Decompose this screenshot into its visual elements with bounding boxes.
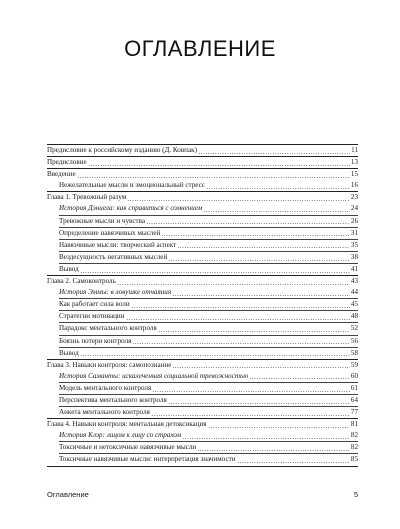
toc-entry[interactable]: [47, 157, 358, 168]
toc-entry-page: 44: [350, 288, 358, 297]
toc-entry-page: 35: [350, 240, 358, 249]
toc-entry-page: 16: [350, 181, 358, 190]
page-number: 5: [353, 490, 358, 499]
toc-entry-title: Анкета ментального контроля: [59, 408, 150, 417]
toc-entry-title: Навязчивые мысли: творческий аспект: [59, 240, 177, 249]
toc-entry-title: Парадокс ментального контроля: [59, 324, 157, 333]
dot-leader: [152, 391, 350, 392]
dot-leader: [198, 153, 350, 154]
toc-subentry[interactable]: [47, 252, 358, 263]
toc-entry-title: История Клэр: лицом к лицу со страхом: [59, 431, 182, 440]
toc-subentry[interactable]: [47, 287, 358, 298]
toc-section: [47, 418, 358, 466]
page-title: ОГЛАВЛЕНИЕ: [124, 36, 276, 61]
toc-subentry[interactable]: [47, 430, 358, 441]
dot-leader: [158, 331, 350, 332]
toc-section: [47, 156, 358, 168]
toc-section: [47, 275, 358, 359]
toc-entry-page: 26: [350, 216, 358, 225]
toc-entry-title: История Эммы: в ловушке отчаяния: [59, 288, 172, 297]
toc-entry-page: 13: [350, 158, 358, 167]
toc-entry[interactable]: [47, 192, 358, 203]
toc-entry-page: 59: [350, 360, 358, 369]
toc-entry-page: 31: [350, 228, 358, 237]
dot-leader: [131, 307, 350, 308]
toc-entry-page: 61: [350, 383, 358, 392]
dot-leader: [197, 450, 350, 451]
toc-entry-page: 58: [350, 348, 358, 357]
toc-entry-title: Стратегии мотивации: [59, 312, 125, 321]
toc-entry-title: Глава 2. Самоконтроль: [47, 277, 116, 286]
dot-leader: [146, 223, 350, 224]
dot-leader: [117, 284, 350, 285]
toc-entry-title: Предисловие к российскому изданию (Д. Ковпак): [47, 146, 197, 154]
toc-entry-page: 82: [350, 443, 358, 452]
toc-entry-title: Вывод: [59, 264, 79, 273]
dot-leader: [203, 211, 350, 212]
toc-entry-page: 60: [350, 371, 358, 380]
toc-entry-page: 15: [350, 170, 358, 179]
dot-leader: [168, 403, 350, 404]
dot-leader: [206, 188, 350, 189]
dot-leader: [151, 415, 350, 416]
dot-leader: [208, 427, 350, 428]
dot-leader: [126, 319, 350, 320]
toc-subentry[interactable]: [47, 216, 358, 227]
toc-entry-title: Тревожные мысли и чувства: [59, 216, 145, 225]
toc-entry-page: 82: [350, 431, 358, 440]
toc-entry-page: 52: [350, 324, 358, 333]
toc-subentry[interactable]: [47, 311, 358, 322]
toc-subentry[interactable]: [47, 180, 358, 191]
toc-entry-title: Боязнь потери контроля: [59, 336, 132, 345]
toc-entry-page: 43: [350, 277, 358, 286]
dot-leader: [172, 367, 350, 368]
dot-leader: [132, 343, 350, 344]
toc-subentry[interactable]: [47, 371, 358, 382]
toc-entry-title: Определение навязчивых мыслей: [59, 228, 161, 237]
dot-leader: [249, 378, 350, 379]
toc-entry-page: 81: [350, 420, 358, 429]
toc-entry-title: Вывод: [59, 348, 79, 357]
toc-section: [47, 144, 358, 156]
toc-entry-title: Нежелательные мысли и эмоциональный стресс: [59, 181, 205, 190]
toc-entry-title: Модель ментального контроля: [59, 383, 152, 392]
dot-leader: [177, 247, 350, 248]
toc-entry-page: 56: [350, 336, 358, 345]
toc-entry-title: Глава 3. Навыки контроля: самопознание: [47, 360, 172, 369]
toc-subentry[interactable]: [47, 395, 358, 406]
dot-leader: [80, 355, 350, 356]
toc-subentry[interactable]: [47, 348, 358, 359]
toc-subentry[interactable]: [47, 454, 358, 465]
toc-entry[interactable]: [47, 276, 358, 287]
dot-leader: [168, 260, 350, 261]
toc-subentry[interactable]: [47, 264, 358, 275]
dot-leader: [127, 200, 350, 201]
toc-entry-title: Предисловие: [47, 158, 87, 167]
toc-entry[interactable]: [47, 419, 358, 430]
toc-entry-title: Введение: [47, 170, 76, 179]
toc-subentry[interactable]: [47, 240, 358, 251]
toc-entry-page: 23: [350, 193, 358, 202]
toc-entry-title: История Саманты: искалеченная социальной тревожностью: [59, 371, 249, 380]
toc-entry-title: Глава 4. Навыки контроля: ментальная детоксикация: [47, 420, 207, 429]
dot-leader: [77, 177, 350, 178]
dot-leader: [161, 235, 350, 236]
toc-entry-title: Токсичные навязчивые мысли: интерпретация значимости: [59, 455, 236, 464]
dot-leader: [237, 462, 350, 463]
toc-entry-title: Вездесущность негативных мыслей: [59, 252, 168, 261]
toc-subentry[interactable]: [47, 323, 358, 334]
toc-entry-page: 11: [351, 146, 358, 154]
dot-leader: [80, 272, 350, 273]
toc-entry-page: 64: [350, 395, 358, 404]
toc-entry-title: Глава 1. Тревожный разум: [47, 193, 127, 202]
toc-entry[interactable]: [47, 169, 358, 180]
toc-subentry[interactable]: [47, 442, 358, 453]
toc-subentry[interactable]: [47, 383, 358, 394]
toc-section: [47, 168, 358, 191]
toc-section: [47, 191, 358, 275]
toc-entry-page: 85: [350, 455, 358, 464]
table-of-contents: [47, 144, 358, 467]
toc-subentry[interactable]: [47, 203, 358, 214]
toc-section: [47, 359, 358, 418]
toc-entry-page: 45: [350, 300, 358, 309]
toc-entry[interactable]: [47, 360, 358, 371]
toc-entry-page: 41: [350, 264, 358, 273]
footer-label: Оглавление: [47, 490, 89, 499]
dot-leader: [182, 438, 350, 439]
toc-subentry[interactable]: [47, 407, 358, 418]
dot-leader: [88, 165, 350, 166]
toc-entry-page: 48: [350, 312, 358, 321]
toc-entry-page: 38: [350, 252, 358, 261]
toc-entry-title: Токсичные и нетоксичные навязчивые мысли: [59, 443, 197, 452]
toc-subentry[interactable]: [47, 228, 358, 239]
toc-entry-title: Перспектива ментального контроля: [59, 395, 167, 404]
toc-subentry[interactable]: [47, 299, 358, 310]
toc-entry-page: 77: [350, 408, 358, 417]
toc-subentry[interactable]: [47, 336, 358, 347]
page-footer: [47, 490, 358, 499]
toc-entry-page: 24: [350, 204, 358, 213]
toc-entry-title: Как работает сила воли: [59, 300, 130, 309]
toc-entry[interactable]: [47, 145, 358, 156]
toc-entry-title: История Дэниела: как справиться с сомнением: [59, 204, 203, 213]
dot-leader: [172, 295, 350, 296]
